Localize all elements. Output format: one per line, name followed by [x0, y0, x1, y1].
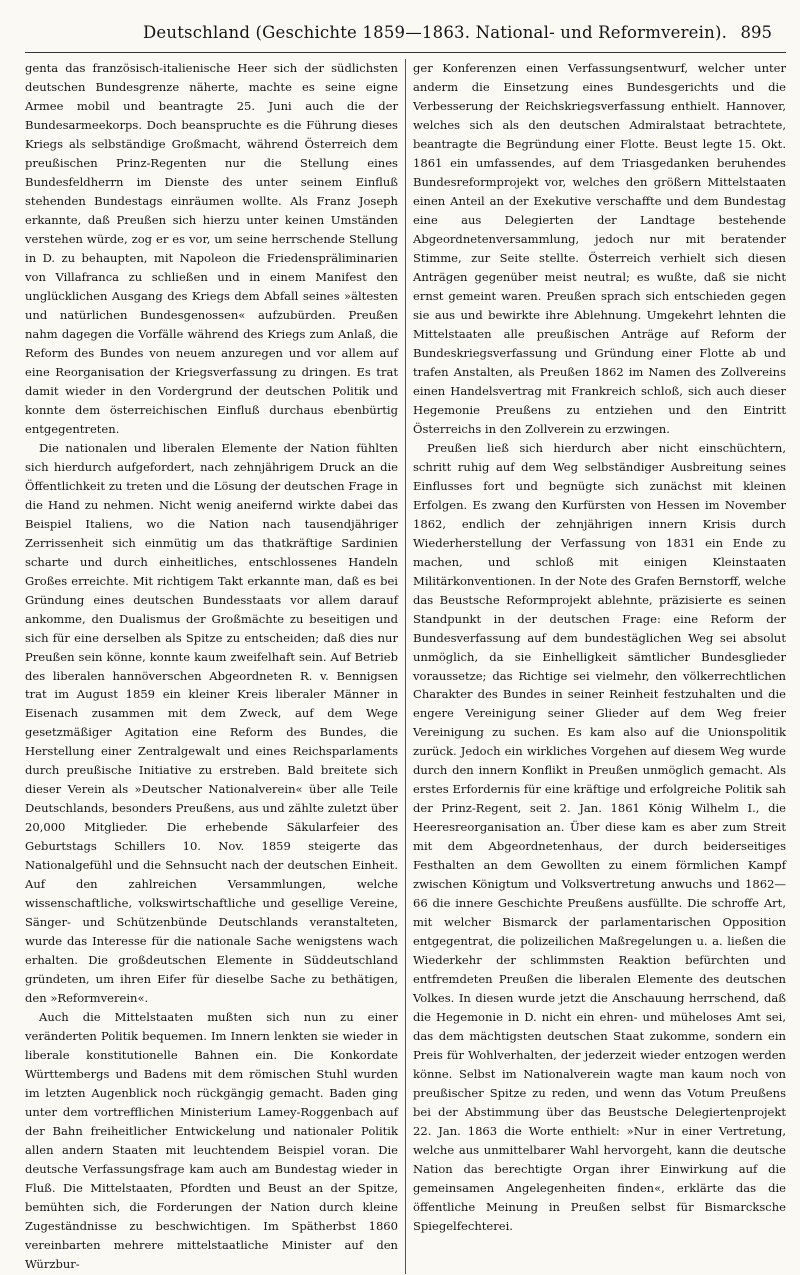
left-column	[25, 59, 398, 1274]
paragraph: ger Konferenzen einen Verfassungsentwurf, welcher unter anderm die Einsetzung eines Bundesgerichts und die Verbesserung der Reichskriegsverfassung enthielt. Hannover, welches sich als den deutschen Admiralstaat betrachtete, beantragte die Begründung einer Flotte. Beust legte 15. Okt. 1861 ein umfassendes, auf dem Triasgedanken beruhendes Bundesreformprojekt vor, welches den größern Mittelstaaten einen Anteil an der Exekutive verschaffte und dem Bundestag eine aus Delegierten der Landtage bestehende Abgeordnetenversammlung, jedoch nur mit beratender Stimme, zur Seite stellte. Österreich verhielt sich diesen Anträgen gegenüber meist neutral; es wußte, daß sie nicht ernst gemeint waren. Preußen sprach sich entschieden gegen sie aus und bewirkte ihre Ablehnung. Umgekehrt lehnten die Mittelstaaten alle preußischen Anträge auf Reform der Bundeskriegsverfassung und Gründung einer Flotte ab und trafen Anstalten, als Preußen 1862 im Namen des Zollvereins einen Handelsvertrag mit Frankreich schloß, sich auch dieser Hegemonie Preußens zu entziehen und den Eintritt Österreichs in den Zollverein zu erzwingen.	[413, 61, 786, 436]
text-columns	[25, 59, 786, 1274]
paragraph: Auch die Mittelstaaten mußten sich nun zu einer veränderten Politik bequemen. Im Innern lenkten sie wieder in liberale konstitutionelle Bahnen ein. Die Konkordate Württembergs und Badens mit dem römischen Stuhl wurden im letzten Augenblick noch rückgängig gemacht. Baden ging unter dem vortrefflichen Ministerium Lamey-Roggenbach auf der Bahn freiheitlicher Entwickelung und nationaler Politik allen andern Staaten mit leuchtendem Beispiel voran. Die deutsche Verfassungsfrage kam auch am Bundestag wieder in Fluß. Die Mittelstaaten, Pfordten und Beust an der Spitze, bemühten sich, die Forderungen der Nation durch kleine Zugeständnisse zu beschwichtigen. Im Spätherbst 1860 vereinbarten mehrere mittelstaatliche Minister auf den Würzbur-	[25, 1010, 398, 1272]
paragraph: Preußen ließ sich hierdurch aber nicht einschüchtern, schritt ruhig auf dem Weg selbständiger Ausbreitung seines Einflusses fort und begnügte sich zunächst mit kleinen Erfolgen. Es zwang den Kurfürsten von Hessen im November 1862, endlich der zehnjährigen innern Krisis durch Wiederherstellung der Verfassung von 1831 ein Ende zu machen, und schloß mit einigen Kleinstaaten Militärkonventionen. In der Note des Grafen Bernstorff, welche das Beustsche Reformprojekt ablehnte, präzisierte es seinen Standpunkt in der deutschen Frage: eine Reform der Bundesverfassung auf dem bundestäglichen Weg sei absolut unmöglich, da sie Einhelligkeit sämtlicher Bundesglieder voraussetze; das Richtige sei vielmehr, den völkerrechtlichen Charakter des Bundes in seiner Reinheit festzuhalten und die engere Vereinigung seiner Glieder auf dem Weg freier Vereinigung zu suchen. Es kam also auf die Unionspolitik zurück. Jedoch ein wirkliches Vorgehen auf diesem Weg wurde durch den innern Konflikt in Preußen unmöglich gemacht. Als erstes Erfordernis für eine kräftige und erfolgreiche Politik sah der Prinz-Regent, seit 2. Jan. 1861 König Wilhelm I., die Heeresreorganisation an. Über diese kam es aber zum Streit mit dem Abgeordnetenhaus, der durch beiderseitiges Festhalten an dem Gewollten zu einem förmlichen Kampf zwischen Königtum und Volksvertretung anwuchs und 1862—66 die innere Geschichte Preußens ausfüllte. Die schroffe Art, mit welcher Bismarck der parlamentarischen Opposition entgegentrat, die polizeilichen Maßregelungen u. a. ließen die Wiederkehr der schlimmsten Reaktion befürchten und entfremdeten Preußen die liberalen Elemente des deutschen Volkes. In diesen wurde jetzt die Anschauung herrschend, daß die Hegemonie in D. nicht ein ehren- und müheloses Amt sei, das dem mächtigsten deutschen Staat zukomme, sondern ein Preis für Wohlverhalten, der jederzeit wieder entzogen werden könne. Selbst im Nationalverein wagte man kaum noch von preußischer Spitze zu reden, und wenn das Votum Preußens bei der Abstimmung über das Beustsche Delegiertenprojekt 22. Jan. 1863 die Worte enthielt: »Nur in einer Vertretung, welche aus unmittelbarer Wahl hervorgeht, kann die deutsche Nation das berechtigte Organ ihrer Einwirkung auf die gemeinsamen Angelegenheiten finden«, erklärte das die öffentliche Meinung in Preußen selbst für Bismarcksche Spiegelfechterei.	[413, 440, 786, 1234]
column-divider	[405, 59, 406, 1274]
running-head	[25, 22, 786, 48]
right-column	[413, 59, 786, 1274]
paragraph: genta das französisch-italienische Heer sich der südlichsten deutschen Bundesgrenze näherte, machte es seine eigne Armee mobil und beantragte 25. Juni auch die der Bundesarmeekorps. Doch beanspruchte es die Führung dieses Kriegs als selbständige Großmacht, während Österreich dem preußischen Prinz-Regenten nur die Stellung eines Bundesfeldherrn im Dienste des unter seinem Einfluß stehenden Bundestags einräumen wollte. Als Franz Joseph erkannte, daß Preußen sich hierzu unter keinen Umständen verstehen würde, zog er es vor, um seine herrschende Stellung in D. zu behaupten, mit Napoleon die Friedenspräliminarien von Villafranca zu schließen und in einem Manifest den unglücklichen Ausgang des Kriegs dem Abfall seines »ältesten und natürlichen Bundesgenossen« aufzubürden. Preußen nahm dagegen die Vorfälle während des Kriegs zum Anlaß, die Reform des Bundes von neuem anzuregen und vor allem auf eine Reorganisation der Kriegsverfassung zu dringen. Es trat damit wieder in den Vordergrund der deutschen Politik und konnte dem österreichischen Einfluß durchaus ebenbürtig entgegentreten.	[25, 61, 398, 436]
paragraph: Die nationalen und liberalen Elemente der Nation fühlten sich hierdurch aufgefordert, nach zehnjährigem Druck an die Öffentlichkeit zu treten und die Lösung der deutschen Frage in die Hand zu nehmen. Nicht wenig aneifernd wirkte dabei das Beispiel Italiens, wo die Nation nach tausendjähriger Zerrissenheit sich einmütig um das thatkräftige Sardinien scharte und durch einheitliches, entschlossenes Handeln Großes erreichte. Mit richtigem Takt erkannte man, daß es bei Gründung eines deutschen Bundesstaats vor allem darauf ankomme, den Dualismus der Großmächte zu beseitigen und sich für eine derselben als Spitze zu entscheiden; daß dies nur Preußen sein könne, konnte kaum zweifelhaft sein. Auf Betrieb des liberalen hannöverschen Abgeordneten R. v. Bennigsen trat im August 1859 ein kleiner Kreis liberaler Männer in Eisenach zusammen mit dem Zweck, auf dem Wege gesetzmäßiger Agitation eine Reform des Bundes, die Herstellung einer Zentralgewalt und eines Reichsparlaments durch preußische Initiative zu erstreben. Bald breitete sich dieser Verein als »Deutscher Nationalverein« über alle Teile Deutschlands, besonders Preußens, aus und zählte zuletzt über 20,000 Mitglieder. Die erhebende Säkularfeier des Geburtstags Schillers 10. Nov. 1859 steigerte das Nationalgefühl und die Sehnsucht nach der deutschen Einheit. Auf den zahlreichen Versammlungen, welche wissenschaftliche, volkswirtschaftliche und gesellige Vereine, Sänger- und Schützenbünde Deutschlands veranstalteten, wurde das Interesse für die nationale Sache wenigstens wach erhalten. Die großdeutschen Elemente in Süddeutschland gründeten, um ihren Eifer für dieselbe Sache zu bethätigen, den »Reformverein«.	[25, 440, 398, 1006]
header-rule	[25, 52, 786, 53]
page-title: Deutschland (Geschichte 1859—1863. National- und Reformverein).	[143, 23, 728, 42]
page-number: 895	[740, 23, 772, 42]
